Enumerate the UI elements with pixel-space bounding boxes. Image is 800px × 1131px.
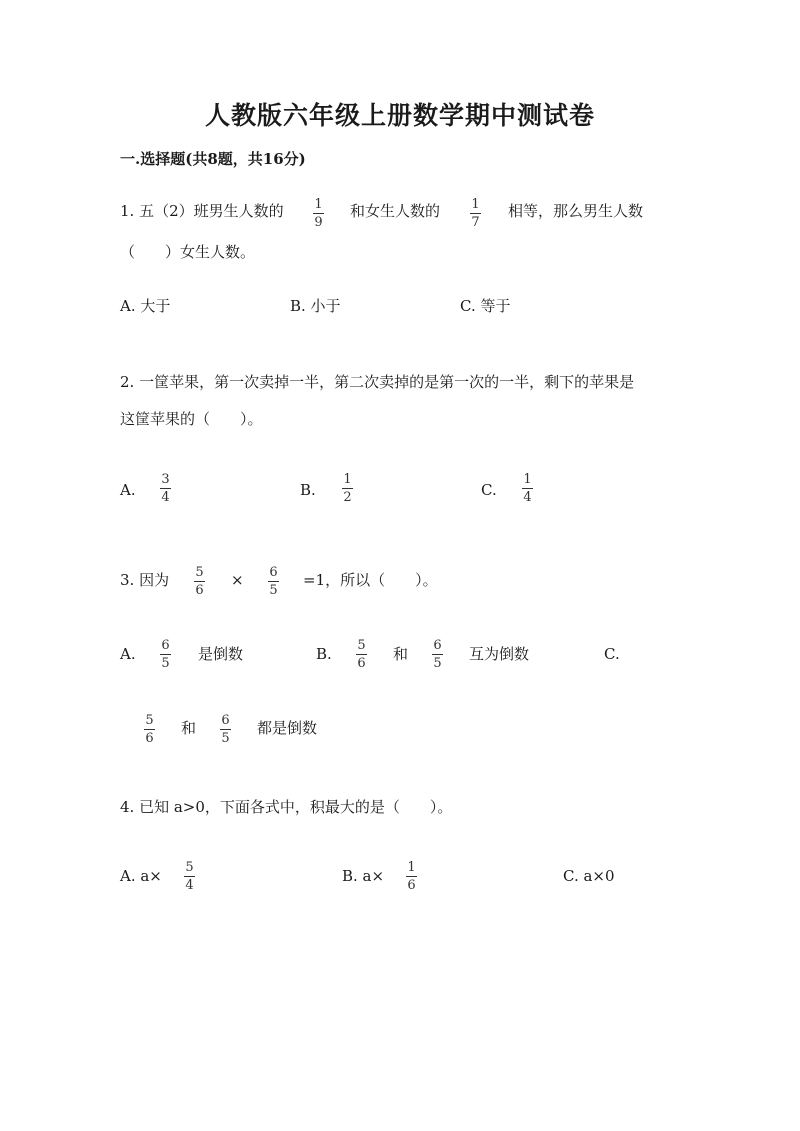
numerator: 5 (195, 565, 204, 580)
fraction-bar (470, 213, 481, 214)
numerator: 5 (185, 860, 194, 875)
q4-option-b-fraction (406, 860, 417, 893)
fraction-bar (160, 488, 171, 489)
q1-option-c[interactable]: C. 等于 (460, 297, 511, 315)
fraction-bar (522, 488, 533, 489)
q1-text-a: 1. 五（2）班男生人数的 (120, 202, 284, 220)
fraction-bar (194, 581, 205, 582)
numerator: 5 (357, 638, 366, 653)
q3-option-a-fraction (160, 638, 171, 671)
q2-option-c[interactable]: C. (481, 481, 497, 499)
fraction-bar (184, 876, 195, 877)
denominator: 2 (343, 490, 352, 505)
q1-text-c: 相等，那么男生人数 (508, 202, 644, 220)
numerator: 6 (221, 713, 230, 728)
q2-option-a[interactable]: A. (120, 481, 136, 499)
q3-text-a: 3. 因为 (120, 571, 170, 589)
denominator: 4 (523, 490, 532, 505)
numerator: 1 (523, 472, 532, 487)
q3-option-c-fraction-2 (220, 713, 231, 746)
numerator: 6 (161, 638, 170, 653)
q1-f2-numerator: 1 (471, 197, 480, 212)
numerator: 3 (161, 472, 170, 487)
section-heading: 一.选择题(共8题，共16分) (120, 150, 306, 168)
q4-option-c[interactable]: C. a×0 (563, 867, 615, 885)
q1-text-b: 和女生人数的 (350, 202, 441, 220)
numerator: 1 (343, 472, 352, 487)
fraction-bar (342, 488, 353, 489)
denominator: 6 (407, 878, 416, 893)
q1-f1-denominator: 9 (314, 215, 323, 230)
q3-text-b: =1，所以（ ）。 (303, 571, 438, 589)
denominator: 5 (221, 731, 230, 746)
fraction-bar (432, 654, 443, 655)
q4-option-a-fraction (184, 860, 195, 893)
q2-line-1: 2. 一筐苹果，第一次卖掉一半，第二次卖掉的是第一次的一半，剩下的苹果是 (120, 373, 635, 391)
denominator: 5 (161, 656, 170, 671)
q3-fraction-1 (194, 565, 205, 598)
numerator: 6 (269, 565, 278, 580)
q3-option-b-fraction-2 (432, 638, 443, 671)
q3-option-b-fraction-1 (356, 638, 367, 671)
q3-option-c-fraction-1 (144, 713, 155, 746)
fraction-bar (268, 581, 279, 582)
denominator: 6 (145, 731, 154, 746)
q3-option-a[interactable]: A. (120, 645, 136, 663)
q3-option-b-and: 和 (393, 645, 409, 663)
q2-option-b-fraction (342, 472, 353, 505)
q2-line-2: 这筐苹果的（ ）。 (120, 410, 263, 428)
denominator: 5 (269, 583, 278, 598)
denominator: 6 (357, 656, 366, 671)
q3-fraction-2 (268, 565, 279, 598)
numerator: 1 (407, 860, 416, 875)
denominator: 4 (185, 878, 194, 893)
fraction-bar (356, 654, 367, 655)
q1-fraction-1 (313, 197, 324, 230)
q3-option-a-text: 是倒数 (198, 645, 244, 663)
q4-option-a[interactable]: A. a× (120, 867, 162, 885)
q3-option-c-text: 都是倒数 (257, 719, 318, 737)
q3-option-c[interactable]: C. (604, 645, 620, 663)
fraction-bar (406, 876, 417, 877)
denominator: 6 (195, 583, 204, 598)
q3-option-b-text: 互为倒数 (469, 645, 530, 663)
fraction-bar (144, 729, 155, 730)
q1-option-a[interactable]: A. 大于 (120, 297, 171, 315)
q1-fraction-2 (470, 197, 481, 230)
denominator: 5 (433, 656, 442, 671)
q2-option-c-fraction (522, 472, 533, 505)
q2-option-b[interactable]: B. (300, 481, 316, 499)
q1-f1-numerator: 1 (314, 197, 323, 212)
q4-option-b[interactable]: B. a× (342, 867, 385, 885)
page-title: 人教版六年级上册数学期中测试卷 (204, 101, 595, 130)
denominator: 4 (161, 490, 170, 505)
fraction-bar (313, 213, 324, 214)
q2-option-a-fraction (160, 472, 171, 505)
fraction-bar (220, 729, 231, 730)
q1-line-2: （ ）女生人数。 (120, 243, 256, 261)
q4-line-1: 4. 已知 a>0，下面各式中，积最大的是（ ）。 (120, 798, 453, 816)
numerator: 5 (145, 713, 154, 728)
q3-option-c-and: 和 (181, 719, 197, 737)
numerator: 6 (433, 638, 442, 653)
q1-option-b[interactable]: B. 小于 (290, 297, 341, 315)
q3-option-b[interactable]: B. (316, 645, 332, 663)
q3-times-sign: × (231, 571, 244, 589)
fraction-bar (160, 654, 171, 655)
q1-f2-denominator: 7 (471, 215, 480, 230)
